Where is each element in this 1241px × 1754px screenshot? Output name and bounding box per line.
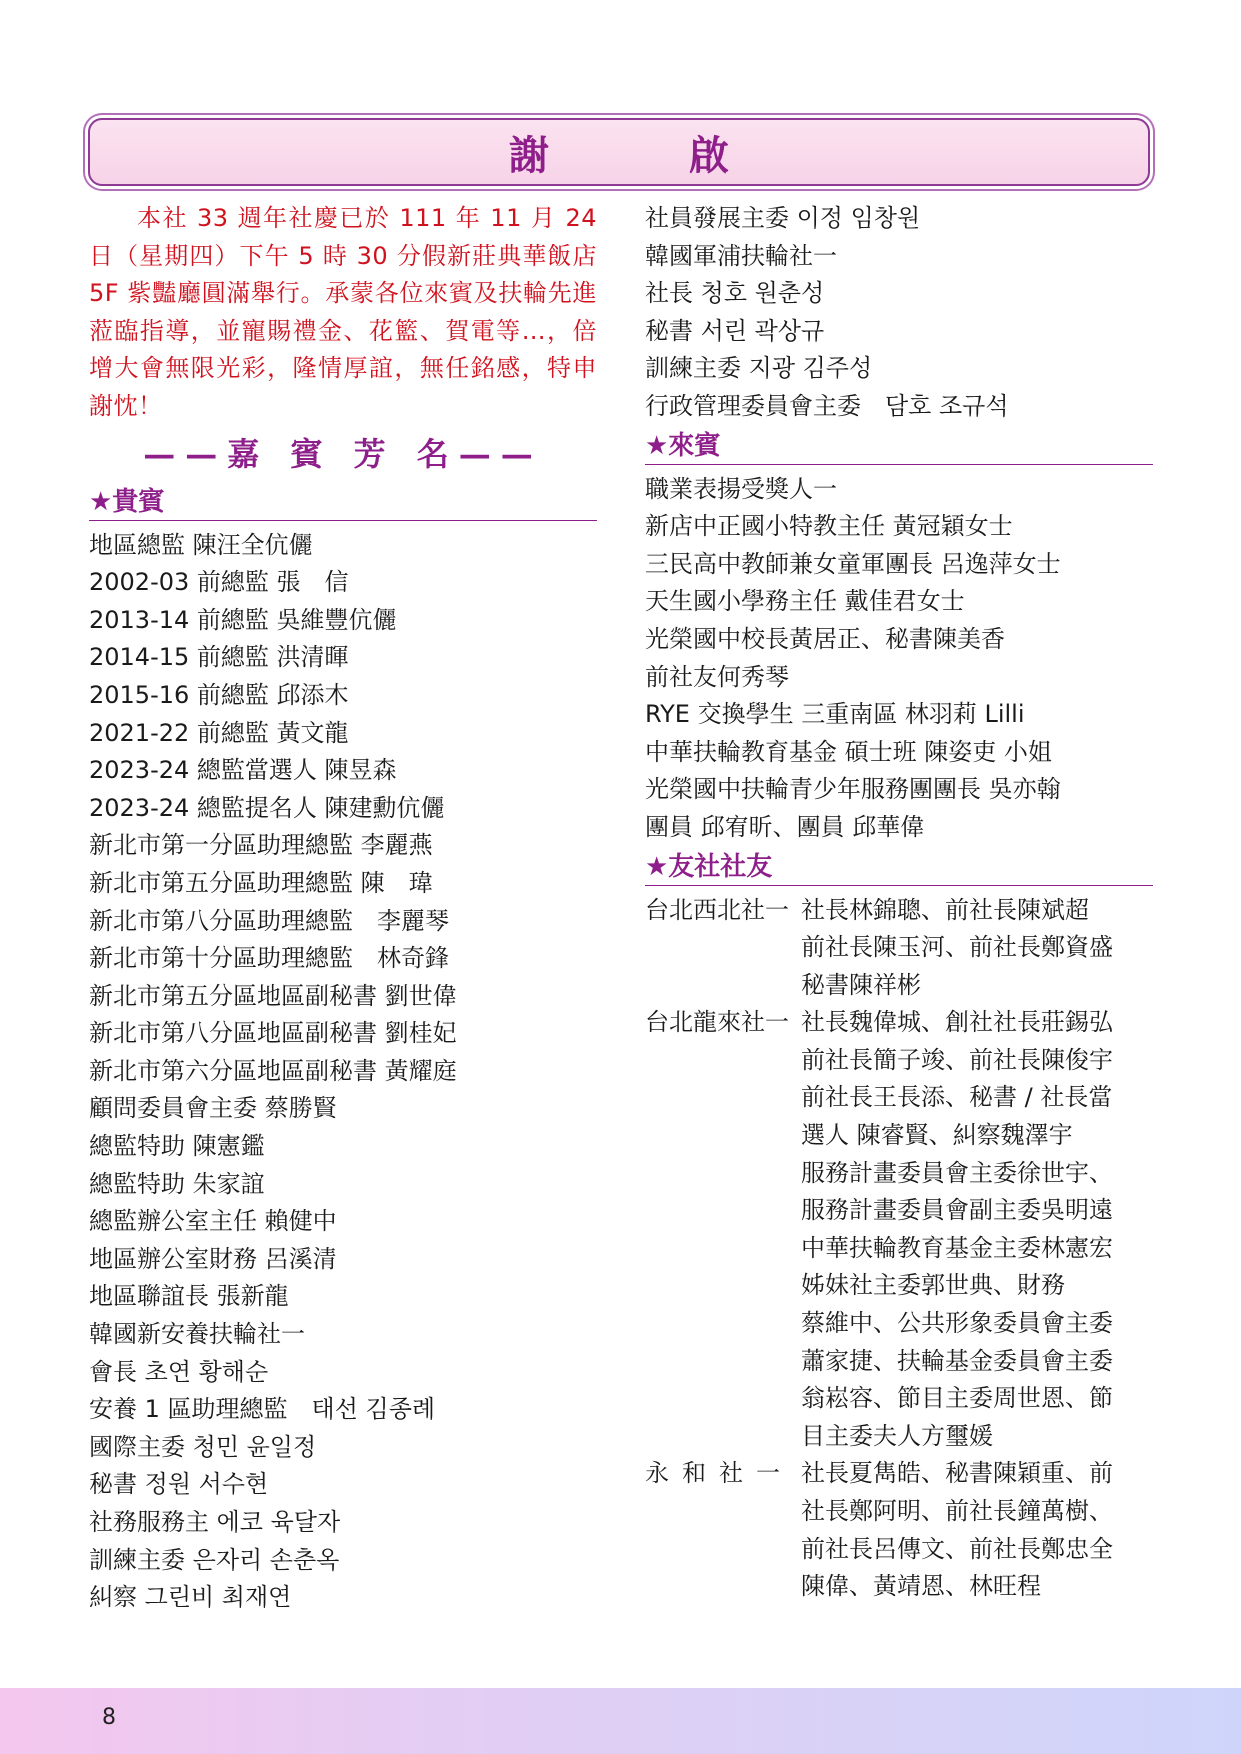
list-item: 訓練主委 지광 김주성 bbox=[645, 354, 873, 383]
list-item: 總監辦公室主任 賴健中 bbox=[89, 1207, 337, 1236]
list-item: 訓練主委 은자리 손춘옥 bbox=[89, 1545, 340, 1574]
list-item: 新北市第六分區地區副秘書 黃耀庭 bbox=[89, 1056, 457, 1085]
club-member-lines bbox=[801, 892, 1153, 1005]
list-item: 光榮國中扶輪青少年服務團團長 吳亦翰 bbox=[645, 775, 1061, 804]
korea-club-continued bbox=[645, 200, 1153, 426]
club-label: 台北西北社一 bbox=[645, 895, 789, 924]
list-item: 會長 초연 황해순 bbox=[89, 1357, 269, 1386]
list-item: 新北市第五分區助理總監 陳 瑋 bbox=[89, 868, 433, 897]
title-char-1: 謝 bbox=[509, 131, 549, 179]
section-honored-guests: ★貴賓 bbox=[89, 484, 597, 521]
visitor-list bbox=[645, 471, 1153, 847]
list-item: 社長夏雋皓、秘書陳穎重、前 bbox=[801, 1459, 1113, 1488]
title-char-2: 啟 bbox=[689, 131, 729, 179]
list-item: 2013-14 前總監 吳維豐伉儷 bbox=[89, 605, 397, 634]
list-item: 前社長簡子竣、前社長陳俊宇 bbox=[801, 1045, 1113, 1074]
list-item: 社員發展主委 이정 임창원 bbox=[645, 204, 921, 232]
list-item: 秘書陳祥彬 bbox=[801, 970, 921, 999]
list-item: 2015-16 前總監 邱添木 bbox=[89, 680, 349, 709]
list-item: 蔡維中、公共形象委員會主委 bbox=[801, 1309, 1113, 1338]
list-item: 選人 陳睿賢、糾察魏澤宇 bbox=[801, 1121, 1073, 1150]
title-banner bbox=[88, 118, 1150, 186]
list-item: 國際主委 청민 윤일정 bbox=[89, 1432, 317, 1461]
list-item: 安養 1 區助理總監 태선 김종례 bbox=[89, 1395, 436, 1424]
intro-paragraph: 本社 33 週年社慶已於 111 年 11 月 24 日（星期四）下午 5 時 30 分假新莊典華飯店 5F 紫豔廳圓滿舉行。承蒙各位來賓及扶輪先進蒞臨指導，並寵賜禮金、花籃、賀電等…，倍增大會無限光彩，隆情厚誼，無任銘感，特申謝忱！ bbox=[89, 204, 597, 420]
list-item: 社長鄭阿明、前社長鐘萬樹、 bbox=[801, 1497, 1113, 1525]
list-item: 團員 邱宥昕、團員 邱華偉 bbox=[645, 812, 925, 841]
club-member-lines bbox=[801, 1455, 1153, 1605]
list-item: 2021-22 前總監 黃文龍 bbox=[89, 718, 349, 747]
list-item: 陳偉、黃靖恩、林旺程 bbox=[801, 1572, 1041, 1601]
list-item: 2023-24 總監當選人 陳昱森 bbox=[89, 756, 397, 785]
list-item: 姊妹社主委郭世典、財務 bbox=[801, 1271, 1065, 1300]
section-visitors: ★來賓 bbox=[645, 428, 1153, 465]
list-item: 社長林錦聰、前社長陳斌超 bbox=[801, 895, 1089, 924]
list-item: 三民高中教師兼女童軍團長 呂逸萍女士 bbox=[645, 549, 1061, 578]
list-item: 新店中正國小特教主任 黃冠穎女士 bbox=[645, 512, 1013, 541]
club-block-taipei-longlai bbox=[645, 1004, 1153, 1455]
list-item: 前社友何秀琴 bbox=[645, 662, 789, 691]
list-item: 總監特助 朱家誼 bbox=[89, 1169, 265, 1198]
list-item: 2023-24 總監提名人 陳建勳伉儷 bbox=[89, 793, 445, 822]
list-item: 社長 청호 원춘성 bbox=[645, 279, 825, 308]
list-item: 職業表揚受獎人一 bbox=[645, 474, 837, 503]
list-item: 地區總監 陳汪全伉儷 bbox=[89, 530, 313, 559]
list-item: 新北市第一分區助理總監 李麗燕 bbox=[89, 831, 433, 860]
club-block-yonghe bbox=[645, 1455, 1153, 1605]
list-item: 地區辦公室財務 呂溪清 bbox=[89, 1244, 337, 1273]
list-item: 糾察 그린비 최재연 bbox=[89, 1583, 292, 1612]
right-column bbox=[645, 200, 1153, 1606]
footer-gradient-band bbox=[0, 1688, 1241, 1754]
list-item: 秘書 서린 곽상규 bbox=[645, 316, 825, 345]
honored-guest-list bbox=[89, 527, 597, 1617]
club-member-lines bbox=[801, 1004, 1153, 1455]
guest-list-heading: ——嘉 賓 芳 名—— bbox=[143, 434, 543, 473]
list-item: 韓國軍浦扶輪社一 bbox=[645, 241, 837, 270]
list-item: 光榮國中校長黃居正、秘書陳美香 bbox=[645, 624, 1005, 653]
list-item: 韓國新安養扶輪社一 bbox=[89, 1320, 305, 1349]
list-item: 蕭家捷、扶輪基金委員會主委 bbox=[801, 1346, 1113, 1375]
list-item: 新北市第五分區地區副秘書 劉世偉 bbox=[89, 981, 457, 1010]
list-item: 顧問委員會主委 蔡勝賢 bbox=[89, 1094, 337, 1123]
list-item: 中華扶輪教育基金主委林憲宏 bbox=[801, 1233, 1113, 1262]
list-item: 目主委夫人方璽媛 bbox=[801, 1421, 993, 1450]
list-item: 總監特助 陳憲鑑 bbox=[89, 1132, 265, 1161]
list-item: 翁崧容、節目主委周世恩、節 bbox=[801, 1384, 1113, 1413]
list-item: 新北市第八分區地區副秘書 劉桂妃 bbox=[89, 1019, 457, 1048]
club-block-taipei-northwest bbox=[645, 892, 1153, 1005]
list-item: 中華扶輪教育基金 碩士班 陳姿吏 小姐 bbox=[645, 737, 1052, 766]
list-item: 地區聯誼長 張新龍 bbox=[89, 1282, 289, 1311]
section-friend-clubs: ★友社社友 bbox=[645, 849, 1153, 886]
list-item: RYE 交換學生 三重南區 林羽莉 Lilli bbox=[645, 700, 1025, 729]
list-item: 2014-15 前總監 洪清暉 bbox=[89, 643, 349, 672]
list-item: 服務計畫委員會副主委吳明遠 bbox=[801, 1196, 1113, 1225]
list-item: 前社長王長添、秘書 / 社長當 bbox=[801, 1083, 1113, 1112]
page-number: 8 bbox=[102, 1705, 116, 1730]
list-item: 社務服務主 에코 육달자 bbox=[89, 1508, 341, 1536]
list-item: 新北市第十分區助理總監 林奇鋒 bbox=[89, 944, 449, 973]
list-item: 服務計畫委員會主委徐世宇、 bbox=[801, 1158, 1113, 1187]
list-item: 前社長陳玉河、前社長鄭資盛 bbox=[801, 933, 1113, 962]
list-item: 新北市第八分區助理總監 李麗琴 bbox=[89, 906, 449, 935]
club-label: 永和社一 bbox=[645, 1459, 793, 1488]
list-item: 社長魏偉城、創社社長莊錫弘 bbox=[801, 1008, 1113, 1037]
list-item: 天生國小學務主任 戴佳君女士 bbox=[645, 587, 965, 616]
list-item: 秘書 정원 서수현 bbox=[89, 1470, 269, 1499]
list-item: 前社長呂傳文、前社長鄭忠全 bbox=[801, 1534, 1113, 1563]
list-item: 行政管理委員會主委 담호 조규석 bbox=[645, 391, 1009, 420]
left-column bbox=[89, 200, 597, 1617]
club-label: 台北龍來社一 bbox=[645, 1008, 789, 1037]
list-item: 2002-03 前總監 張 信 bbox=[89, 568, 349, 597]
